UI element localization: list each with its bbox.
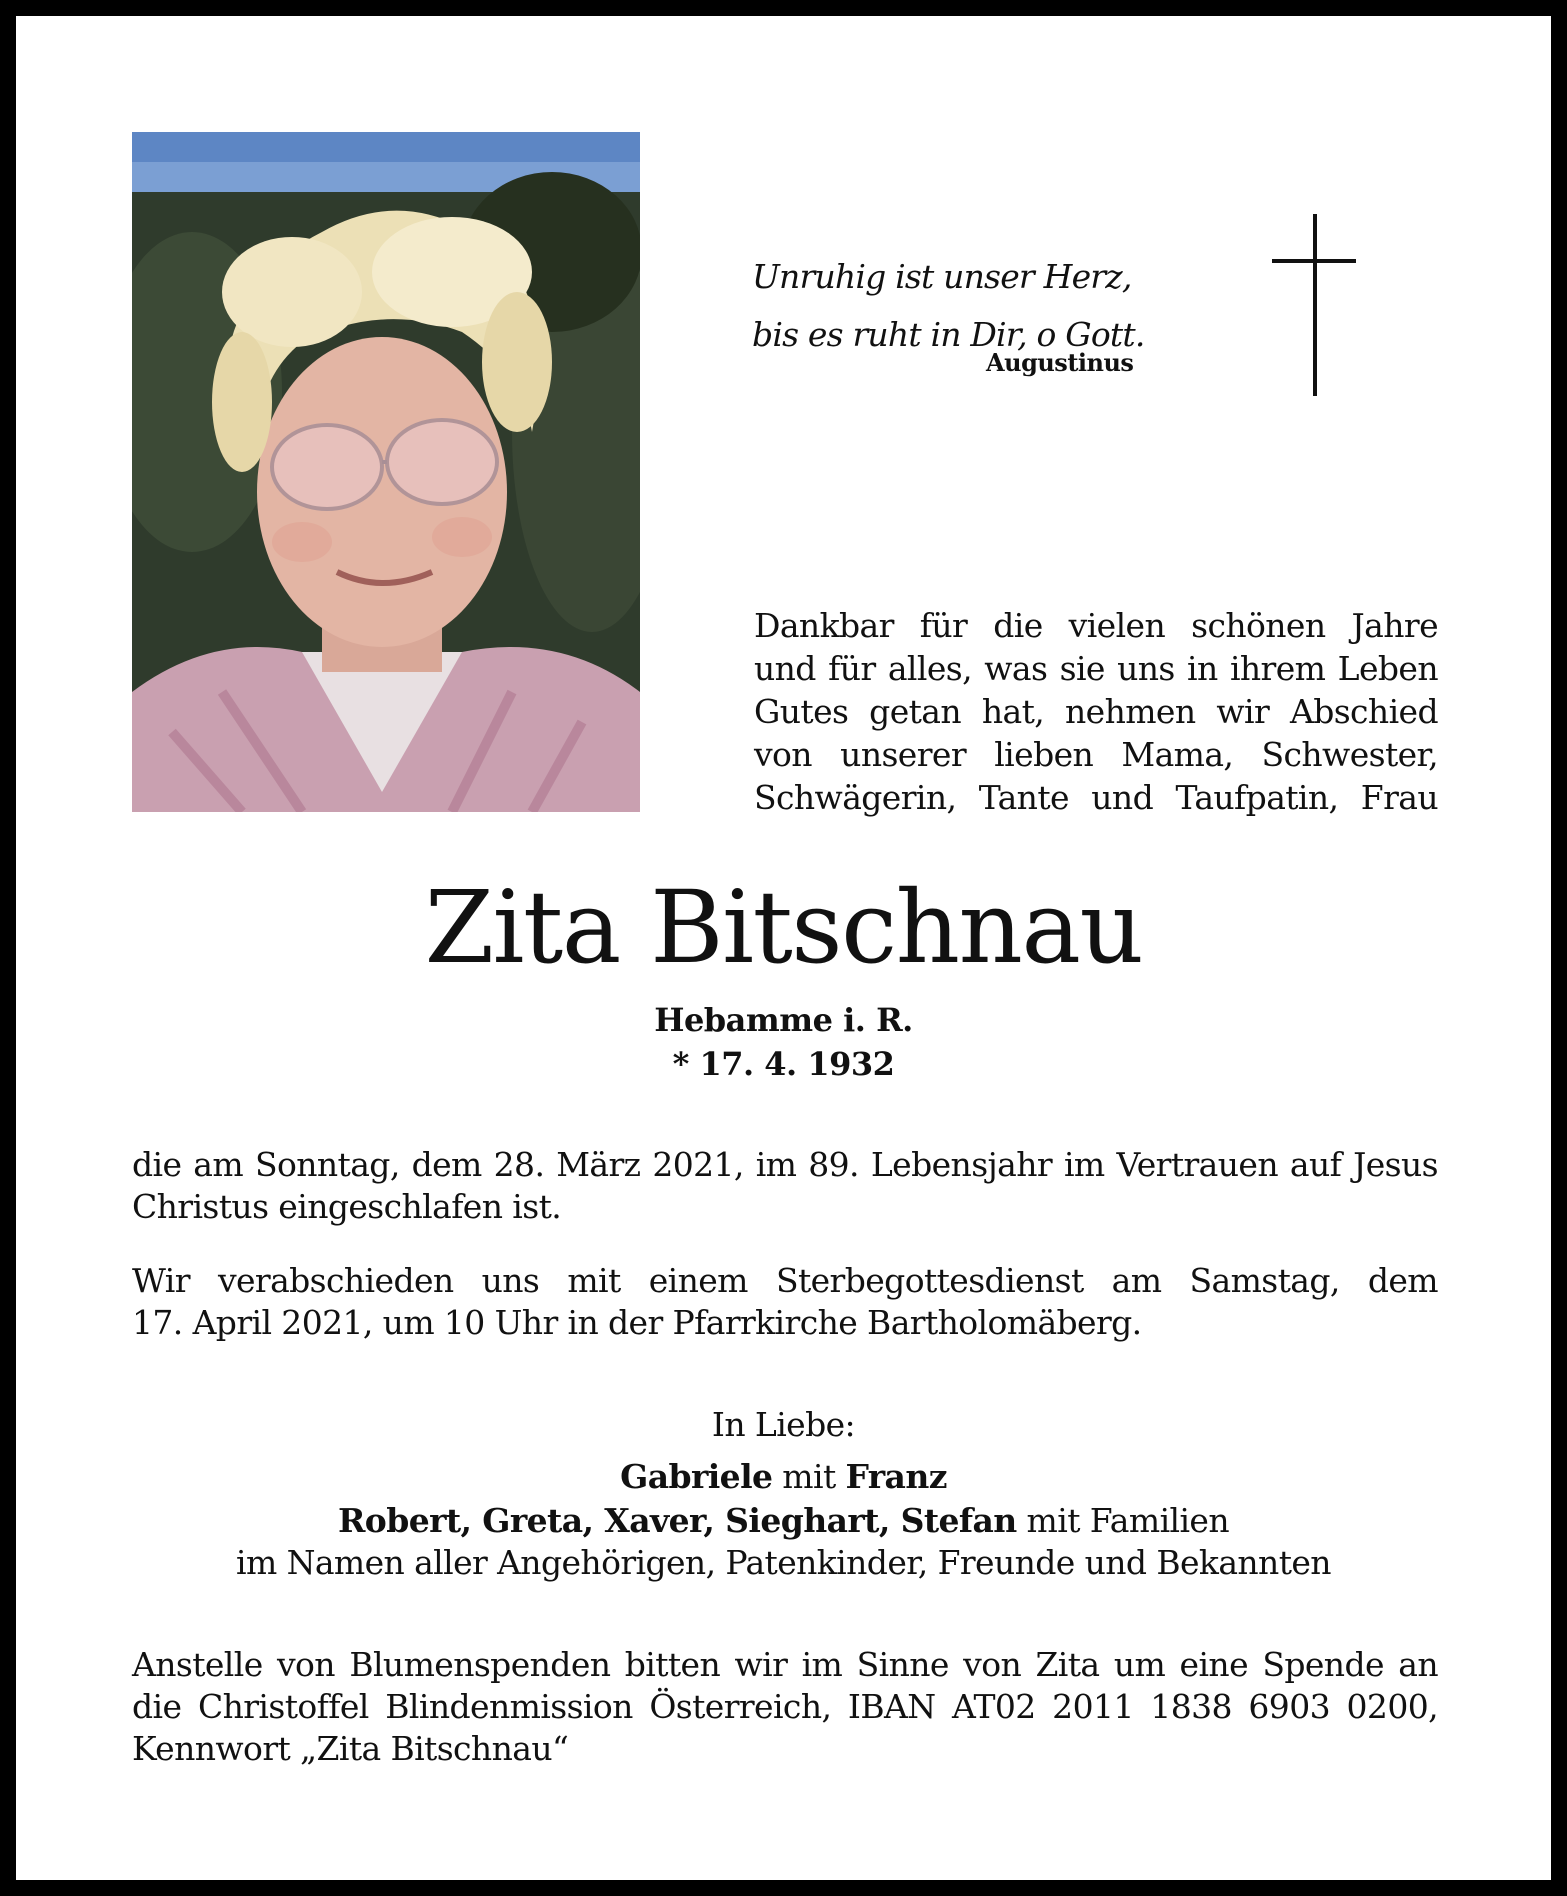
signature-join: mit (772, 1457, 846, 1496)
intro-line: Gutes getan hat, nehmen wir Abschied (754, 692, 1438, 731)
paragraph-line: Christus eingeschlafen ist. (132, 1187, 562, 1226)
signature-names: Robert, Greta, Xaver, Sieghart, Stefan (337, 1501, 1017, 1540)
paragraph-line: 17. April 2021, um 10 Uhr in der Pfarrkirche Bartholomäberg. (132, 1303, 1142, 1342)
signature-line-3: im Namen aller Angehörigen, Patenkinder, Freunde und Bekannten (236, 1543, 1331, 1582)
deceased-title: Hebamme i. R. (654, 1001, 913, 1039)
paragraph-line: Anstelle von Blumenspenden bitten wir im Sinne von Zita um eine Spende an (132, 1645, 1438, 1684)
intro-paragraph (754, 604, 1438, 819)
paragraph-line: Kennwort „Zita Bitschnau“ (132, 1729, 569, 1768)
signature-name: Franz (845, 1457, 947, 1496)
portrait-image (132, 132, 640, 812)
signature-line-2 (0, 1500, 1567, 1542)
cross-icon (1272, 214, 1356, 396)
paragraph-line: die am Sonntag, dem 28. März 2021, im 89. Lebensjahr im Vertrauen auf Jesus (132, 1145, 1438, 1184)
birth-date: * 17. 4. 1932 (672, 1045, 895, 1083)
intro-line: Dankbar für die vielen schönen Jahre (754, 606, 1438, 645)
quote-author: Augustinus (986, 348, 1134, 377)
service-paragraph (132, 1260, 1438, 1344)
signature-suffix: mit Familien (1016, 1501, 1230, 1540)
intro-line: von unserer lieben Mama, Schwester, (754, 735, 1438, 774)
quote (752, 248, 1152, 364)
signature-name: Gabriele (620, 1457, 773, 1496)
portrait-photo (132, 132, 640, 812)
quote-line: Unruhig ist unser Herz, (752, 257, 1132, 296)
paragraph-line: Wir verabschieden uns mit einem Sterbegottesdienst am Samstag, dem (132, 1261, 1438, 1300)
deceased-name: Zita Bitschnau (424, 869, 1143, 986)
intro-line: und für alles, was sie uns in ihrem Leben (754, 649, 1438, 688)
signature-intro: In Liebe: (711, 1405, 856, 1444)
signature-line-1 (0, 1456, 1567, 1498)
paragraph-line: die Christoffel Blindenmission Österreich, IBAN AT02 2011 1838 6903 0200, (132, 1687, 1438, 1726)
intro-line: Schwägerin, Tante und Taufpatin, Frau (754, 778, 1438, 817)
quote-line: bis es ruht in Dir, o Gott. (752, 315, 1145, 354)
death-paragraph (132, 1144, 1438, 1228)
donation-paragraph (132, 1644, 1438, 1770)
